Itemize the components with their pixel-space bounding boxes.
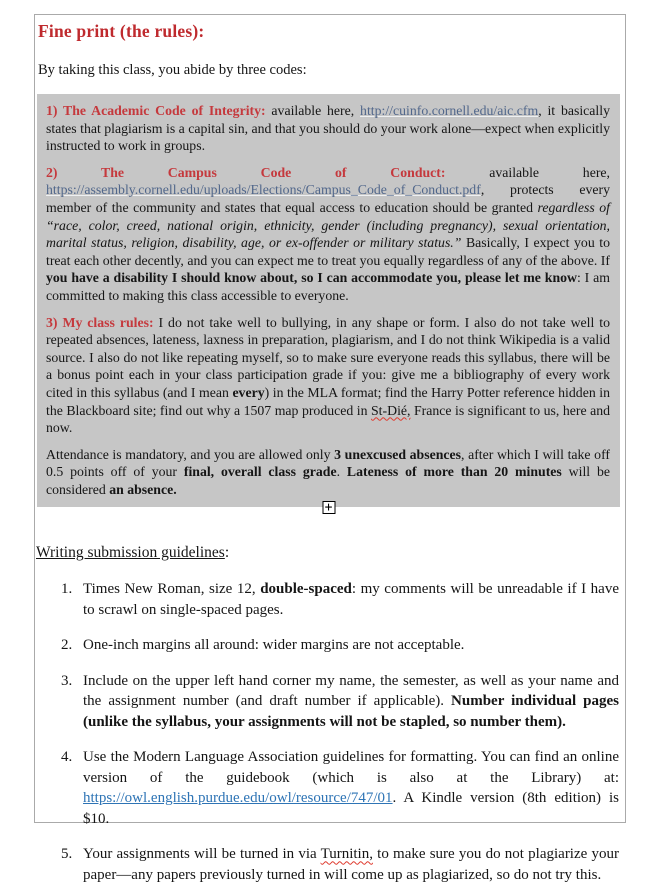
list-item-text (83, 844, 619, 885)
item-2-text: One-inch margins all around: wider margins are not acceptable. (83, 637, 465, 654)
rule-3-text-2: ) in the MLA format; find the Harry Potter reference hidden in the Blackboard site; find out why a 1507 map produced in (46, 384, 610, 418)
item-1-text-2: : my comments will be unreadable if I have to scrawl on single-spaced pages. (83, 581, 619, 618)
list-number: 1. (61, 581, 73, 598)
attendance-text-4: will be considered (46, 464, 610, 497)
list-item-text (83, 635, 619, 656)
item-1-text: Times New Roman, size 12, (83, 581, 261, 598)
guidelines-list (35, 579, 625, 885)
guidelines-heading-colon: : (224, 544, 230, 562)
rule-2-text-2: , protects every member of the community and states that equal access to education should be granted (46, 182, 610, 215)
rule-1-text: available here, (265, 103, 361, 118)
item-5-text: Your assignments will be turned in via (83, 846, 321, 863)
rule-3-misspelled-word: St-Dié, (371, 402, 411, 418)
item-3-text: Include on the upper left hand corner my name, the semester, as well as your name and the assignment number (and draft number if applicable). (83, 672, 619, 710)
attendance-bold-absences: 3 unexcused absences (334, 446, 461, 462)
rule-2-heading: 2) The Campus Code of Conduct: (46, 164, 446, 180)
rule-3-emphasis: every (232, 384, 265, 400)
list-item-text (83, 579, 619, 620)
list-number: 2. (61, 637, 73, 654)
attendance-bold-grade: final, overall class grade (183, 464, 337, 480)
list-item-text (83, 671, 619, 733)
attendance-policy (46, 446, 610, 499)
rule-campus-code (46, 164, 610, 305)
attendance-bold-lateness: Lateness of more than 20 minutes (346, 464, 562, 480)
attendance-text-2: , after which I will take off 0.5 points off of your (46, 446, 611, 480)
guidelines-heading (36, 544, 625, 562)
rules-box (37, 94, 620, 507)
item-4-text-2: . A Kindle version (8th edition) is $10. (83, 790, 619, 827)
purdue-owl-link[interactable]: https://owl.english.purdue.edu/owl/resource/747/01 (83, 790, 393, 807)
item-1-bold: double-spaced (260, 581, 352, 598)
campus-code-link[interactable]: https://assembly.cornell.edu/uploads/Elections/Campus_Code_of_Conduct.pdf (46, 182, 481, 198)
list-item-text (83, 747, 619, 829)
list-number: 3. (61, 672, 73, 689)
rule-2-quote: regardless of “race, color, creed, national origin, ethnicity, gender (including pregnancy), sexual orientation, marital status, religion, disability, age, or ex-offender or military status.” (46, 199, 610, 251)
rule-class-rules (46, 314, 610, 437)
list-item (61, 671, 619, 733)
page-title: Fine print (the rules): (38, 21, 205, 41)
list-item (61, 635, 619, 656)
rule-academic-code (46, 102, 610, 155)
list-item (61, 579, 619, 620)
attendance-text-3: . (336, 464, 347, 480)
rule-2-text-3: Basically, I expect you to treat each other decently, and you can expect me to treat you equally regardless of any of the above. If (46, 235, 610, 268)
rule-3-heading: 3) My class rules: (46, 314, 154, 330)
intro-text: By taking this class, you abide by three codes: (38, 62, 307, 78)
document-page (34, 14, 626, 883)
rule-3-text-3: France is significant to us, here and now. (46, 402, 611, 436)
rule-3-text: I do not take well to bullying, in any shape or form. I also do not take well to repeated absences, lateness, laxness in preparation, plagiarism, and I do not think Wikipedia is a valid source. I also do not like repeating myself, so to make sure everyone reads this syllabus, there will be a bonus point each in your class participation grade if you: give me a bibliography of every work cited in this syllabus (and I mean (46, 314, 610, 400)
rule-1-heading: 1) The Academic Code of Integrity: (46, 103, 266, 118)
attendance-text: Attendance is mandatory, and you are allowed only (46, 446, 335, 462)
item-5-text-2: to make sure you do not plagiarize your paper—any papers previously turned in will come up as plagiarized, so do not try this. (83, 846, 619, 883)
rule-1-text-2: , it basically states that plagiarism is a capital sin, and that you should do your work alone—expect when explicitly instructed to work in groups. (46, 103, 610, 154)
rule-2-disability-note: you have a disability I should know about, so I can accommodate you, please let me know (46, 270, 577, 286)
rule-2-text: available here, (445, 164, 610, 180)
guidelines-heading-text: Writing submission guidelines (36, 544, 225, 562)
item-3-bold: Number individual pages (unlike the syllabus, your assignments will not be stapled, so number them). (83, 693, 619, 730)
rule-2-text-4: : I am committed to making this class accessible to everyone. (46, 270, 610, 303)
table-handle-icon[interactable]: + (322, 501, 335, 514)
item-5-misspelled-word: Turnitin, (320, 846, 373, 863)
aic-code-link[interactable]: http://cuinfo.cornell.edu/aic.cfm (360, 103, 539, 118)
list-number: 4. (61, 749, 73, 766)
list-item (61, 747, 619, 829)
list-item (61, 844, 619, 885)
attendance-bold-absence: an absence. (109, 481, 177, 497)
rules-box-container (37, 94, 620, 516)
list-number: 5. (61, 846, 73, 863)
item-4-text: Use the Modern Language Association guidelines for formatting. You can find an online version of the guidebook (which is also at the Library) at: (83, 749, 619, 786)
